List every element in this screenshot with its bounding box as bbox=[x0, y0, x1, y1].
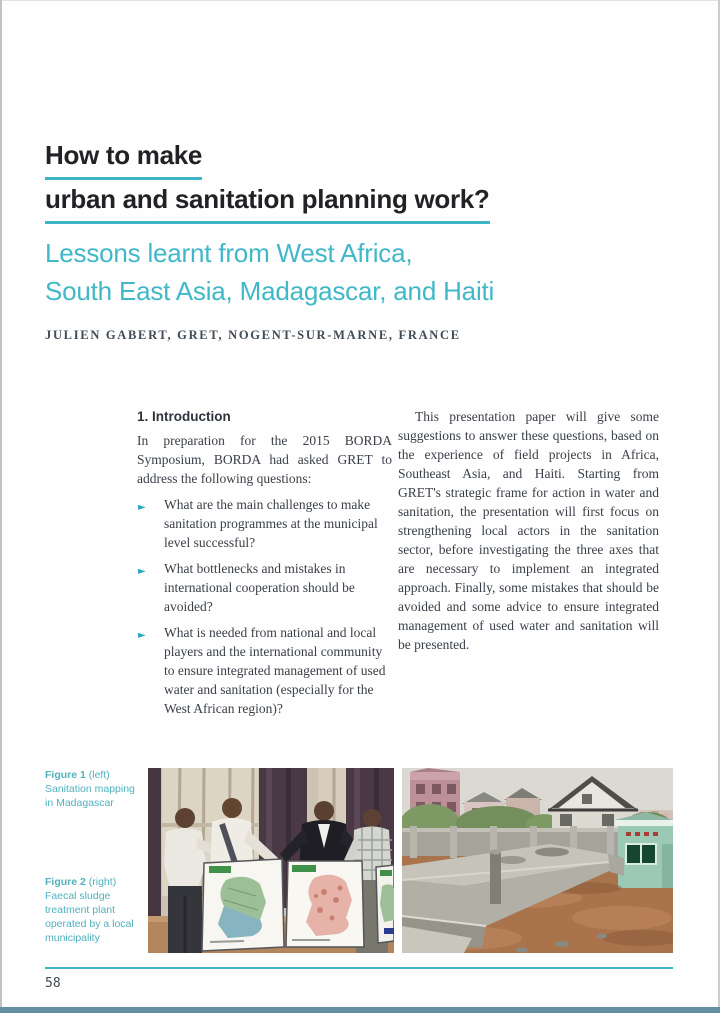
subtitle-line-2: South East Asia, Madagascar, and Haiti bbox=[45, 276, 495, 306]
right-paragraph: This presentation paper will give some suggestions to answer these questions, based on the experience of field projects in Africa, Southeast Asia, and Haiti. Starting from GRET's strategic frame for action in water and sanitation, the presentation will first focus on strengthening local actors in the sanitation sector, before investigating the three axes that are necessary to implement an integrated approach. Finally, some mistakes that should be avoided and some advice to ensure integrated management of used water and sanitation will be presented. bbox=[398, 409, 659, 652]
figure-captions bbox=[45, 768, 145, 944]
figure2-photo-treatment-plant bbox=[402, 768, 673, 953]
figure1-caption bbox=[45, 768, 145, 810]
bullet-text: What are the main challenges to make sanitation programmes at the municipal level successful? bbox=[164, 497, 378, 550]
article-header bbox=[45, 136, 665, 343]
bullet-arrow-icon: ► bbox=[138, 502, 146, 513]
list-item bbox=[137, 495, 392, 552]
figure2-caption bbox=[45, 875, 145, 945]
figure2-placement: (right) bbox=[88, 876, 117, 888]
list-item bbox=[137, 559, 392, 616]
question-list bbox=[137, 495, 392, 718]
page-top-edge bbox=[0, 0, 720, 1]
article-title bbox=[45, 136, 665, 224]
page-bottom-band bbox=[0, 1007, 720, 1013]
author-line: JULIEN GABERT, GRET, NOGENT-SUR-MARNE, FRANCE bbox=[45, 328, 461, 342]
figure2-label: Figure 2 bbox=[45, 876, 86, 888]
figure1-placement: (left) bbox=[88, 769, 110, 781]
title-line-1: How to make bbox=[45, 136, 202, 180]
figure1-label: Figure 1 bbox=[45, 769, 86, 781]
figure1-photo-sanitation-mapping bbox=[148, 768, 394, 953]
subtitle-line-1: Lessons learnt from West Africa, bbox=[45, 238, 413, 268]
intro-paragraph: In preparation for the 2015 BORDA Symposium, BORDA had asked GRET to address the following questions: bbox=[137, 433, 392, 486]
bullet-arrow-icon: ► bbox=[138, 566, 146, 577]
bullet-text: What bottlenecks and mistakes in international cooperation should be avoided? bbox=[164, 561, 355, 614]
title-line-2: urban and sanitation planning work? bbox=[45, 180, 490, 224]
figure2-caption-text: Faecal sludge treatment plant operated by a local municipality bbox=[45, 890, 134, 944]
left-text-column bbox=[137, 407, 392, 725]
list-item bbox=[137, 623, 392, 718]
bullet-arrow-icon: ► bbox=[138, 630, 146, 641]
right-text-column bbox=[398, 407, 659, 654]
page-left-edge bbox=[0, 0, 2, 1013]
bullet-text: What is needed from national and local players and the international community to ensure integrated management of used water and sanitation (especially for the West African region)? bbox=[164, 625, 386, 716]
page-number: 58 bbox=[45, 976, 61, 991]
section-heading: 1. Introduction bbox=[137, 409, 231, 424]
figure1-caption-text: Sanitation mapping in Madagascar bbox=[45, 783, 135, 809]
footer-rule bbox=[45, 967, 673, 969]
article-subtitle bbox=[45, 234, 665, 310]
